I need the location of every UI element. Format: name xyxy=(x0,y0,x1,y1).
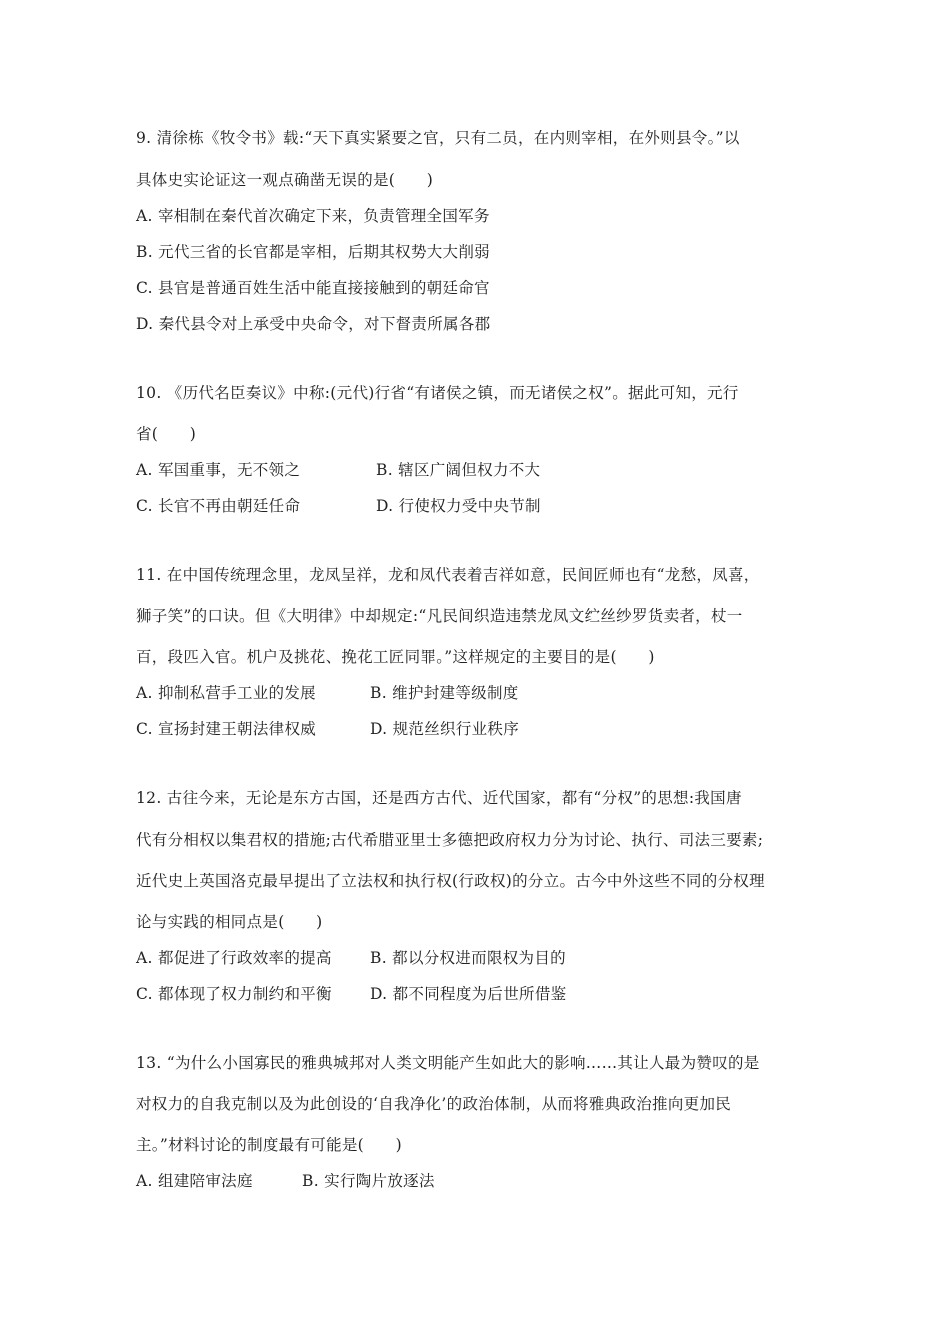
question-13-line-3: 主。”材料讨论的制度最有可能是( ) xyxy=(136,1136,402,1154)
question-12-option-a: A. 都促进了行政效率的提高 xyxy=(136,949,332,967)
question-12-line-2: 代有分相权以集君权的措施;古代希腊亚里士多德把政府权力分为讨论、执行、司法三要素; xyxy=(136,831,764,849)
question-9-option-a: A. 宰相制在秦代首次确定下来，负责管理全国军务 xyxy=(136,207,490,225)
question-10-line-1: 10. 《历代名臣奏议》中称:(元代)行省“有诸侯之镇，而无诸侯之权”。据此可知，元行 xyxy=(136,384,739,402)
question-12-option-c: C. 都体现了权力制约和平衡 xyxy=(136,985,332,1003)
question-13-line-1: 13. “为什么小国寡民的雅典城邦对人类文明能产生如此大的影响……其让人最为赞叹的是 xyxy=(136,1054,760,1072)
question-11-line-1: 11. 在中国传统理念里，龙凤呈祥，龙和凤代表着吉祥如意，民间匠师也有“龙愁，凤喜， xyxy=(136,566,760,584)
question-13-option-b: B. 实行陶片放逐法 xyxy=(302,1172,435,1190)
question-10-option-a: A. 军国重事，无不领之 xyxy=(136,461,301,479)
question-12-option-b: B. 都以分权进而限权为目的 xyxy=(370,949,566,967)
question-11-option-a: A. 抑制私营手工业的发展 xyxy=(136,684,316,702)
question-10-option-d: D. 行使权力受中央节制 xyxy=(376,497,541,515)
question-9-option-c: C. 县官是普通百姓生活中能直接接触到的朝廷命官 xyxy=(136,279,490,297)
question-10-line-2: 省( ) xyxy=(136,425,197,443)
question-9-line-2: 具体史实论证这一观点确凿无误的是( ) xyxy=(136,171,434,189)
question-11-option-d: D. 规范丝织行业秩序 xyxy=(370,720,520,738)
question-10-option-b: B. 辖区广阔但权力不大 xyxy=(376,461,541,479)
question-11-option-b: B. 维护封建等级制度 xyxy=(370,684,519,702)
question-12-line-3: 近代史上英国洛克最早提出了立法权和执行权(行政权)的分立。古今中外这些不同的分权理 xyxy=(136,872,765,890)
question-12-line-1: 12. 古往今来，无论是东方古国，还是西方古代、近代国家，都有“分权”的思想:我国唐 xyxy=(136,789,742,807)
question-11-option-c: C. 宣扬封建王朝法律权威 xyxy=(136,720,317,738)
question-10-option-c: C. 长官不再由朝廷任命 xyxy=(136,497,301,515)
question-11-line-3: 百，段匹入官。机户及挑花、挽花工匠同罪。”这样规定的主要目的是( ) xyxy=(136,648,655,666)
question-13-line-2: 对权力的自我克制以及为此创设的‘自我净化’的政治体制，从而将雅典政治推向更加民 xyxy=(136,1095,732,1113)
question-9-option-b: B. 元代三省的长官都是宰相，后期其权势大大削弱 xyxy=(136,243,490,261)
question-13-option-a: A. 组建陪审法庭 xyxy=(136,1172,253,1190)
question-12-option-d: D. 都不同程度为后世所借鉴 xyxy=(370,985,567,1003)
question-9-option-d: D. 秦代县令对上承受中央命令，对下督责所属各郡 xyxy=(136,315,491,333)
question-11-line-2: 狮子笑”的口诀。但《大明律》中却规定:“凡民间织造违禁龙凤文纻丝纱罗货卖者，杖一 xyxy=(136,607,743,625)
question-12-line-4: 论与实践的相同点是( ) xyxy=(136,913,323,931)
question-9-line-1: 9. 清徐栋《牧令书》载:“天下真实紧要之官，只有二员，在内则宰相，在外则县令。”以 xyxy=(136,129,740,147)
